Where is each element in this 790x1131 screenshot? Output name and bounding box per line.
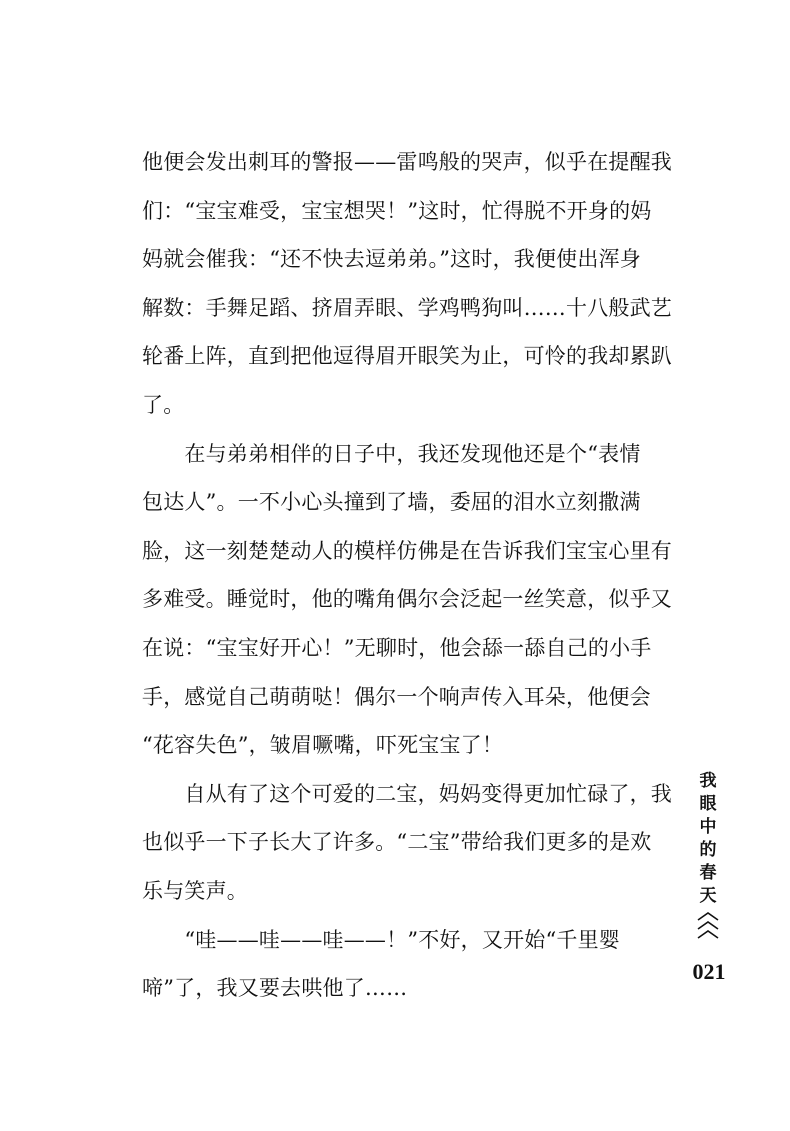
text-line: 乐与笑声。 <box>142 878 248 903</box>
chapter-title-char: 天 <box>699 886 717 906</box>
text-line: 手，感觉自己萌萌哒！偶尔一个响声传入耳朵，他便会 <box>142 684 651 709</box>
paragraph-3 <box>142 770 672 916</box>
paragraph-2 <box>142 430 672 770</box>
chapter-title-vertical <box>693 770 723 908</box>
chapter-title-char: 我 <box>699 771 717 791</box>
body-text <box>142 138 672 1013</box>
chapter-title-char: 眼 <box>699 794 717 814</box>
text-line: 包达人”。一不小心头撞到了墙，委屈的泪水立刻撒满 <box>142 490 641 515</box>
triple-chevron-up-icon <box>693 910 723 942</box>
text-line: 也似乎一下子长大了许多。“二宝”带给我们更多的是欢 <box>142 830 652 855</box>
text-line: 妈就会催我：“还不快去逗弟弟。”这时，我便使出浑身 <box>142 247 641 272</box>
text-line: 在说：“宝宝好开心！”无聊时，他会舔一舔自己的小手 <box>142 635 652 660</box>
paragraph-1 <box>142 138 672 430</box>
paragraph-4 <box>142 916 662 1013</box>
text-line: 轮番上阵，直到把他逗得眉开眼笑为止，可怜的我却累趴 <box>142 344 672 369</box>
text-line: “哇——哇——哇——！”不好，又开始“千里婴 <box>142 927 621 952</box>
chapter-title-char: 春 <box>699 863 717 883</box>
text-line: 他便会发出刺耳的警报——雷鸣般的哭声，似乎在提醒我 <box>142 150 672 174</box>
text-line: “花容失色”，皱眉噘嘴，吓死宝宝了！ <box>142 733 504 758</box>
text-line: 在与弟弟相伴的日子中，我还发现他还是个“表情 <box>142 441 641 466</box>
text-line: 脸，这一刻楚楚动人的模样仿佛是在告诉我们宝宝心里有 <box>142 538 672 563</box>
text-line: 解数：手舞足蹈、挤眉弄眼、学鸡鸭狗叫……十八般武艺 <box>142 295 672 320</box>
text-line: 啼”了，我又要去哄他了…… <box>142 976 408 1001</box>
text-line: 自从有了这个可爱的二宝，妈妈变得更加忙碌了，我 <box>142 781 672 806</box>
page-number: 021 <box>692 959 726 984</box>
chapter-title-char: 中 <box>699 817 717 837</box>
text-line: 多难受。睡觉时，他的嘴角偶尔会泛起一丝笑意，似乎又 <box>142 587 672 612</box>
text-line: 了。 <box>142 392 185 417</box>
text-line: 们：“宝宝难受，宝宝想哭！”这时，忙得脱不开身的妈 <box>142 198 652 223</box>
chapter-title-char: 的 <box>699 840 717 860</box>
